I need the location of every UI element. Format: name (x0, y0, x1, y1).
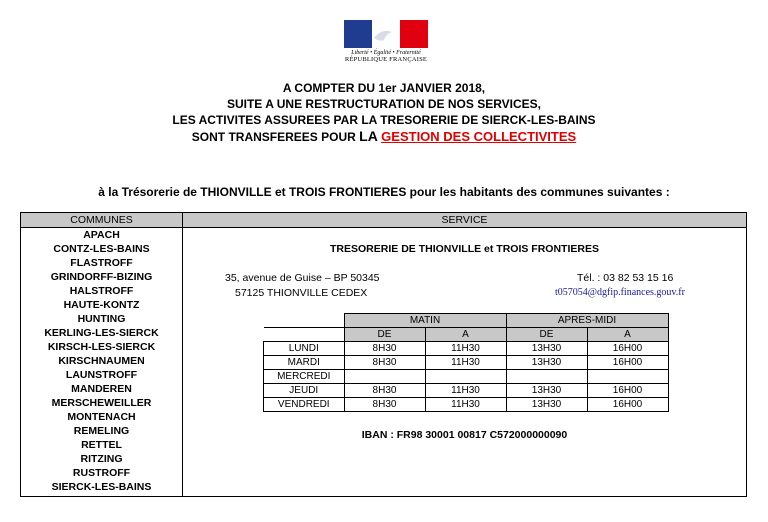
communes-column (21, 213, 183, 496)
iban: IBAN : FR98 30001 00817 C572000000090 (361, 429, 568, 441)
intro-text: à la Trésorerie de THIONVILLE et TROIS FRONTIERES pour les habitants des communes suivantes : (98, 185, 670, 199)
opening-hours-table (263, 313, 669, 412)
headline-line-4-prefix: SONT TRANSFEREES POUR (191, 130, 356, 144)
logo-republic: RÉPUBLIQUE FRANÇAISE (344, 56, 428, 63)
communes-service-table (20, 212, 747, 497)
commune-item: LAUNSTROFF (65, 369, 138, 381)
commune-item: KERLING-LES-SIERCK (44, 327, 159, 339)
commune-item: KIRSCH-LES-SIERCK (47, 341, 156, 353)
hours-cell: 8H30 (344, 342, 425, 356)
hours-cell: 13H30 (506, 342, 587, 356)
hours-day: MARDI (264, 356, 345, 370)
email-link[interactable]: t057054@dgfip.finances.gouv.fr (555, 287, 685, 298)
commune-item: FLASTROFF (70, 257, 133, 269)
hours-cell (587, 370, 668, 384)
commune-item: CONTZ-LES-BAINS (53, 243, 150, 255)
headline (0, 80, 768, 145)
hours-day: VENDREDI (264, 398, 345, 412)
hours-cell: 13H30 (506, 356, 587, 370)
commune-item: MANDEREN (71, 383, 132, 395)
commune-item: SIERCK-LES-BAINS (51, 481, 152, 493)
hours-corner-2 (264, 328, 345, 342)
hours-cell: 11H30 (425, 356, 506, 370)
matin-a-header: A (425, 328, 506, 342)
hours-corner (264, 314, 345, 328)
communes-header: COMMUNES (21, 213, 182, 228)
commune-item: MERSCHEWEILLER (51, 397, 152, 409)
hours-cell: 16H00 (587, 384, 668, 398)
hours-row (264, 398, 669, 412)
hours-row (264, 342, 669, 356)
address-line-1: 35, avenue de Guise – BP 50345 (225, 272, 380, 284)
apres-midi-de-header: DE (506, 328, 587, 342)
service-header: SERVICE (183, 213, 746, 228)
commune-item: MONTENACH (67, 411, 136, 423)
hours-row (264, 370, 669, 384)
matin-header: MATIN (344, 314, 506, 328)
service-column (183, 213, 746, 496)
commune-item: HALSTROFF (69, 285, 134, 297)
commune-item: APACH (83, 229, 120, 241)
hours-cell: 16H00 (587, 342, 668, 356)
headline-line-1: A COMPTER DU 1er JANVIER 2018, (282, 81, 486, 95)
hours-row (264, 384, 669, 398)
logo-motto: Liberté • Égalité • Fraternité (351, 50, 421, 56)
headline-highlight: GESTION DES COLLECTIVITES (381, 129, 577, 144)
service-title: TRESORERIE DE THIONVILLE et TROIS FRONTIERES (330, 243, 599, 255)
headline-line-4 (0, 128, 768, 145)
commune-item: RUSTROFF (72, 467, 131, 479)
hours-cell: 8H30 (344, 398, 425, 412)
hours-cell: 11H30 (425, 342, 506, 356)
hours-cell (506, 370, 587, 384)
commune-item: RITZING (80, 453, 123, 465)
headline-line-2: SUITE A UNE RESTRUCTURATION DE NOS SERVICES, (226, 97, 542, 111)
hours-cell: 16H00 (587, 398, 668, 412)
hours-cell: 13H30 (506, 398, 587, 412)
commune-item: HUNTING (77, 313, 126, 325)
hours-cell: 8H30 (344, 356, 425, 370)
phone-number: Tél. : 03 82 53 15 16 (577, 272, 674, 284)
flag-icon (344, 20, 428, 48)
hours-cell: 8H30 (344, 384, 425, 398)
commune-item: HAUTE-KONTZ (63, 299, 140, 311)
hours-cell: 13H30 (506, 384, 587, 398)
commune-item: RETTEL (81, 439, 122, 451)
hours-row (264, 356, 669, 370)
communes-list (21, 228, 182, 494)
hours-cell (344, 370, 425, 384)
republique-francaise-logo (344, 20, 428, 63)
headline-line-3: LES ACTIVITES ASSUREES PAR LA TRESORERIE DE SIERCK-LES-BAINS (172, 113, 596, 127)
matin-de-header: DE (344, 328, 425, 342)
address-line-2: 57125 THIONVILLE CEDEX (235, 287, 368, 299)
headline-line-4-la: LA (359, 128, 378, 144)
apres-midi-header: APRES-MIDI (506, 314, 668, 328)
hours-day: MERCREDI (264, 370, 345, 384)
hours-cell: 11H30 (425, 384, 506, 398)
hours-cell: 11H30 (425, 398, 506, 412)
commune-item: REMELING (73, 425, 130, 437)
hours-cell (425, 370, 506, 384)
hours-cell: 16H00 (587, 356, 668, 370)
apres-midi-a-header: A (587, 328, 668, 342)
hours-day: JEUDI (264, 384, 345, 398)
hours-day: LUNDI (264, 342, 345, 356)
commune-item: KIRSCHNAUMEN (58, 355, 145, 367)
commune-item: GRINDORFF-BIZING (50, 271, 153, 283)
